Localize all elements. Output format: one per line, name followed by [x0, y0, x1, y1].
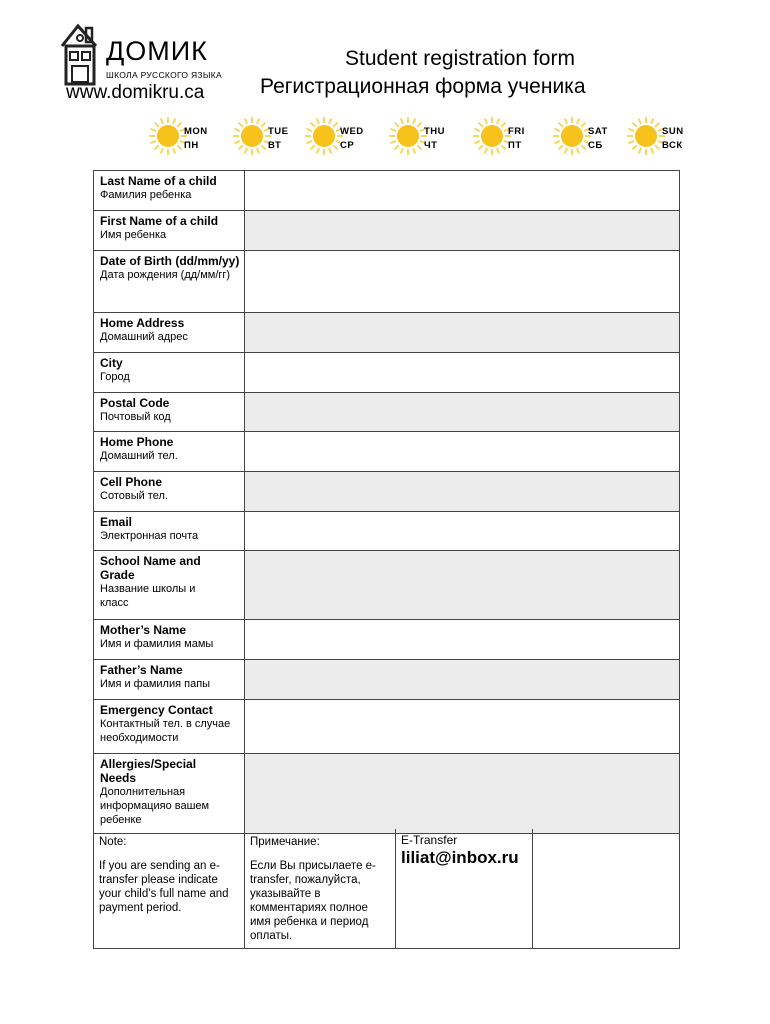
field-row-school	[94, 551, 679, 620]
field-label-en: City	[100, 356, 123, 370]
field-row-email	[94, 512, 679, 551]
sun-icon	[232, 116, 272, 156]
field-label	[94, 171, 245, 210]
form-title-english: Student registration form	[345, 47, 575, 70]
field-row-city	[94, 353, 679, 393]
day-thu	[388, 116, 468, 156]
field-label-en: Father’s Name	[100, 663, 183, 677]
field-label-en: First Name of a child	[100, 214, 219, 228]
day-label-en: TUE	[268, 126, 289, 137]
note-heading-en: Note:	[99, 836, 127, 848]
field-label-ru: Контактный тел. в случае необходимости	[100, 718, 231, 744]
home-phone-field[interactable]	[245, 432, 679, 471]
website-url: www.domikru.ca	[66, 82, 205, 103]
field-label-en: Last Name of a child	[100, 174, 217, 188]
note-text-ru: Если Вы присылаете e-transfer, пожалуйста, указывайте в комментариях полное имя ребенка и период оплаты.	[250, 860, 376, 942]
house-logo-icon	[56, 22, 102, 86]
field-label-en: Postal Code	[100, 396, 170, 410]
school-logo	[56, 22, 256, 106]
field-label	[94, 393, 245, 431]
day-label-en: WED	[340, 126, 364, 137]
field-label-en: Home Phone	[100, 435, 174, 449]
note-text-en: If you are sending an e-transfer please indicate your child’s full name and payment period.	[99, 860, 229, 914]
field-label	[94, 551, 245, 619]
sun-icon	[148, 116, 188, 156]
field-label-en: Home Address	[100, 316, 185, 330]
field-row-postal-code	[94, 393, 679, 432]
etransfer-email: liliat@inbox.ru	[401, 848, 519, 867]
day-label-ru: ПН	[184, 140, 199, 151]
day-label-en: SAT	[588, 126, 608, 137]
field-label-ru: Сотовый тел.	[100, 490, 168, 502]
day-fri	[472, 116, 552, 156]
sun-icon	[472, 116, 512, 156]
field-label-en: Emergency Contact	[100, 703, 213, 717]
day-sat	[552, 116, 632, 156]
field-label	[94, 620, 245, 659]
day-label-ru: ЧТ	[424, 140, 438, 151]
field-label	[94, 251, 245, 312]
field-label	[94, 660, 245, 699]
field-row-home-address	[94, 313, 679, 353]
field-label-en: School Name and Grade	[100, 554, 201, 582]
field-label-en: Date of Birth (dd/mm/yy)	[100, 254, 240, 268]
sun-icon	[304, 116, 344, 156]
field-label	[94, 313, 245, 352]
emergency-contact-field[interactable]	[245, 700, 679, 753]
field-label	[94, 211, 245, 250]
field-row-first-name	[94, 211, 679, 251]
form-title-russian: Регистрационная форма ученика	[260, 75, 586, 98]
day-label-en: THU	[424, 126, 446, 137]
field-label-ru: Имя ребенка	[100, 229, 167, 241]
field-label-ru: Дополнительная информацияо вашем ребенке	[100, 786, 210, 826]
field-label	[94, 512, 245, 550]
field-row-allergies	[94, 754, 679, 833]
brand-name: ДОМИК	[106, 36, 208, 66]
home-address-field[interactable]	[245, 313, 679, 352]
field-label-ru: Название школы и класс	[100, 583, 196, 609]
note-heading-ru: Примечание:	[250, 836, 320, 848]
registration-table	[93, 170, 680, 834]
blank-cell	[533, 829, 679, 948]
field-label-en: Cell Phone	[100, 475, 163, 489]
postal-code-field[interactable]	[245, 393, 679, 431]
cell-phone-field[interactable]	[245, 472, 679, 511]
field-label	[94, 754, 245, 833]
city-field[interactable]	[245, 353, 679, 392]
field-row-cell-phone	[94, 472, 679, 512]
field-row-father-name	[94, 660, 679, 700]
field-label-ru: Имя и фамилия мамы	[100, 638, 214, 650]
first-name-field[interactable]	[245, 211, 679, 250]
last-name-field[interactable]	[245, 171, 679, 210]
field-label-ru: Почтовый код	[100, 411, 171, 423]
field-row-last-name	[94, 171, 679, 211]
field-label-ru: Домашний адрес	[100, 331, 188, 343]
day-label-ru: ПТ	[508, 140, 522, 151]
field-label-en: Allergies/Special Needs	[100, 757, 197, 785]
brand-subtitle: ШКОЛА РУССКОГО ЯЗЫКА	[106, 70, 222, 80]
day-label-ru: ВСК	[662, 140, 683, 151]
etransfer-label: E-Transfer	[401, 833, 458, 847]
day-label-en: MON	[184, 126, 208, 137]
day-tue	[232, 116, 312, 156]
date-of-birth-field[interactable]	[245, 251, 679, 312]
field-label-ru: Город	[100, 371, 130, 383]
etransfer-cell	[396, 829, 533, 948]
email-field[interactable]	[245, 512, 679, 550]
school-grade-field[interactable]	[245, 551, 679, 619]
field-label-ru: Электронная почта	[100, 530, 199, 542]
sun-icon	[626, 116, 666, 156]
allergies-field[interactable]	[245, 754, 679, 833]
day-wed	[304, 116, 384, 156]
days-of-week	[148, 116, 708, 156]
day-sun	[626, 116, 706, 156]
field-label	[94, 432, 245, 471]
field-label	[94, 353, 245, 392]
field-row-home-phone	[94, 432, 679, 472]
day-mon	[148, 116, 228, 156]
field-label-ru: Фамилия ребенка	[100, 189, 192, 201]
father-name-field[interactable]	[245, 660, 679, 699]
field-label	[94, 700, 245, 753]
field-label-en: Mother’s Name	[100, 623, 187, 637]
field-label-ru: Дата рождения (дд/мм/гг)	[100, 269, 231, 281]
note-english	[94, 829, 245, 948]
field-row-date-of-birth	[94, 251, 679, 313]
day-label-ru: СР	[340, 140, 355, 151]
notes-section	[93, 829, 680, 949]
day-label-en: FRI	[508, 126, 525, 137]
day-label-ru: СБ	[588, 140, 603, 151]
day-label-en: SUN	[662, 126, 684, 137]
field-row-mother-name	[94, 620, 679, 660]
field-label-en: Email	[100, 515, 133, 529]
mother-name-field[interactable]	[245, 620, 679, 659]
field-label-ru: Домашний тел.	[100, 450, 178, 462]
field-row-emergency-contact	[94, 700, 679, 754]
field-label-ru: Имя и фамилия папы	[100, 678, 211, 690]
sun-icon	[388, 116, 428, 156]
sun-icon	[552, 116, 592, 156]
note-russian	[245, 829, 396, 948]
field-label	[94, 472, 245, 511]
day-label-ru: ВТ	[268, 140, 282, 151]
